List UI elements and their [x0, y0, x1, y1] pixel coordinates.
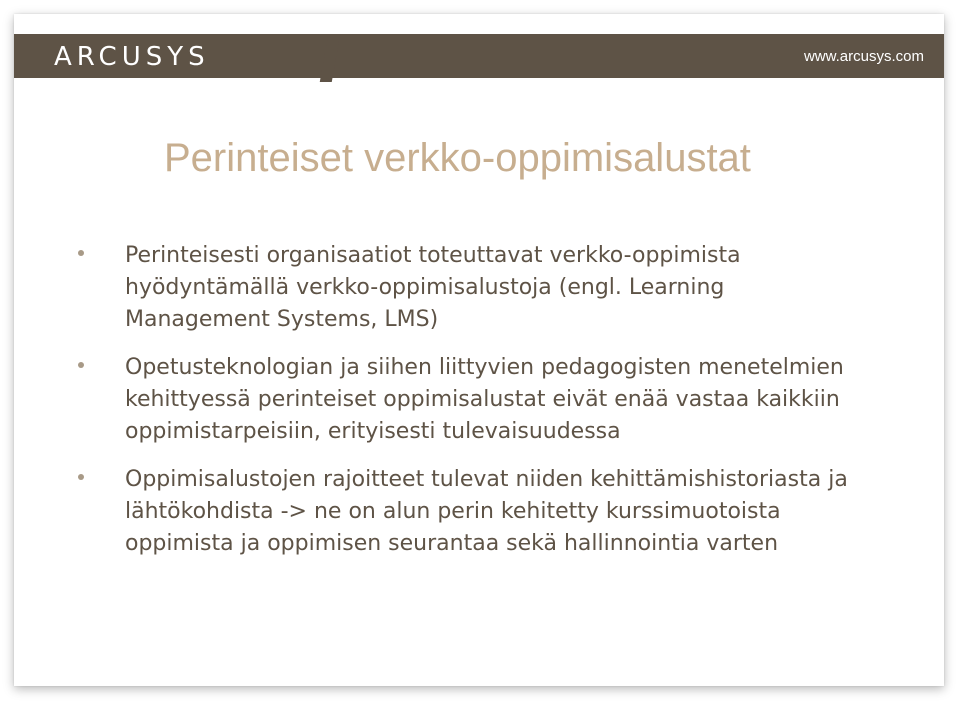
- bullet-dot-icon: [78, 362, 84, 368]
- slide: [14, 14, 944, 686]
- bullet-text: Opetusteknologian ja siihen liittyvien pedagogisten menetelmien kehittyessä perinteiset oppimisalustat eivät enää vastaa kaikkiin oppimistarpeisiin, erityisesti tulevaisuudessa: [125, 355, 844, 444]
- bullet-list: [78, 240, 858, 560]
- bullet-dot-icon: [78, 474, 84, 480]
- bullet-item: [78, 352, 858, 448]
- bullet-text: Perinteisesti organisaatiot toteuttavat verkko-oppimista hyödyntämällä verkko-oppimisalustoja (engl. Learning Management Systems, LMS): [125, 243, 741, 332]
- bullet-item: [78, 240, 858, 336]
- bullet-item: [78, 464, 858, 560]
- slide-title: Perinteiset verkko-oppimisalustat: [164, 136, 751, 180]
- bullet-dot-icon: [78, 250, 84, 256]
- website-url: www.arcusys.com: [803, 48, 924, 65]
- arcusys-logo: ARCUSYS: [54, 42, 210, 72]
- bullet-text: Oppimisalustojen rajoitteet tulevat niiden kehittämishistoriasta ja lähtökohdista -> ne on alun perin kehitetty kurssimuotoista oppimista ja oppimisen seurantaa sekä hallinnointia varten: [125, 467, 848, 556]
